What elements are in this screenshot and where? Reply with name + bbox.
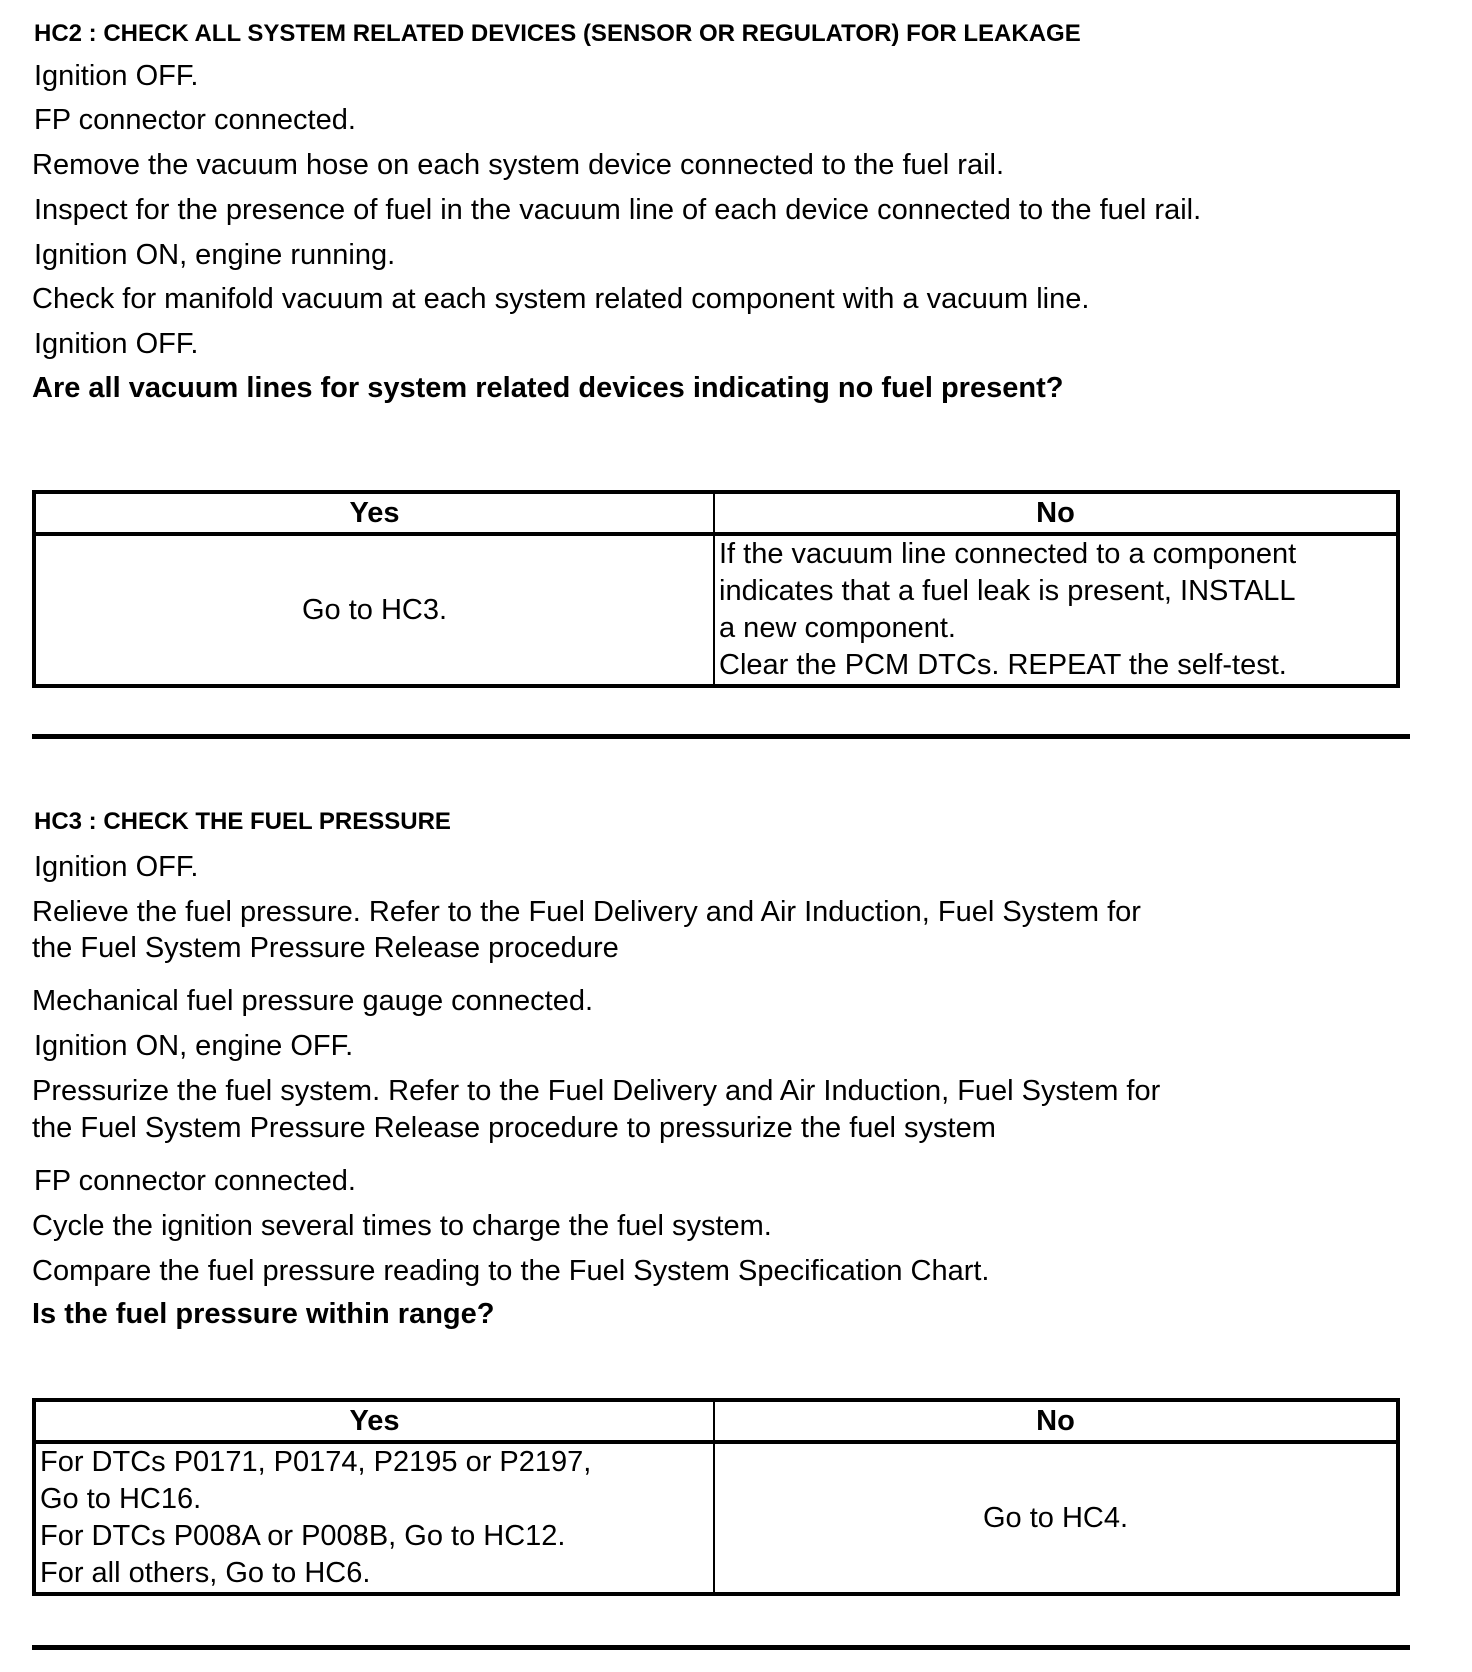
no-cell [714, 1442, 1398, 1594]
step-text: Pressurize the fuel system. Refer to the Fuel Delivery and Air Induction, Fuel System for [32, 1075, 1161, 1107]
table-row [34, 534, 1398, 686]
no-action-text: indicates that a fuel leak is present, INSTALL [719, 575, 1296, 607]
step-text: FP connector connected. [34, 104, 356, 136]
step-text: Inspect for the presence of fuel in the vacuum line of each device connected to the fuel rail. [34, 194, 1202, 226]
section-heading-hc2: HC2 : CHECK ALL SYSTEM RELATED DEVICES (SENSOR OR REGULATOR) FOR LEAKAGE [34, 20, 1081, 47]
step-text: FP connector connected. [34, 1165, 356, 1197]
decision-question: Is the fuel pressure within range? [32, 1298, 495, 1330]
table-header-row [34, 1400, 1398, 1442]
yes-action-text: For DTCs P0171, P0174, P2195 or P2197, [40, 1446, 592, 1478]
step-text: Ignition ON, engine running. [34, 239, 396, 271]
no-cell [714, 534, 1398, 686]
no-action-text: Clear the PCM DTCs. REPEAT the self-test. [719, 649, 1287, 681]
yes-header: Yes [34, 492, 714, 534]
no-action-text: a new component. [719, 612, 956, 644]
yes-action-text: Go to HC3. [301, 593, 448, 626]
step-text: Compare the fuel pressure reading to the Fuel System Specification Chart. [32, 1255, 990, 1287]
step-text: Ignition ON, engine OFF. [34, 1030, 354, 1062]
decision-question: Are all vacuum lines for system related devices indicating no fuel present? [32, 372, 1064, 404]
step-text: Check for manifold vacuum at each system related component with a vacuum line. [32, 283, 1090, 315]
no-action-text: Go to HC4. [982, 1501, 1129, 1534]
step-text: Ignition OFF. [34, 328, 199, 360]
yes-action-text: Go to HC16. [40, 1483, 202, 1515]
no-header: No [714, 492, 1398, 534]
step-text: Remove the vacuum hose on each system device connected to the fuel rail. [32, 149, 1005, 181]
table-header-row [34, 492, 1398, 534]
decision-table-hc2 [32, 490, 1400, 688]
step-text: Cycle the ignition several times to charge the fuel system. [32, 1210, 772, 1242]
yes-action-text: For DTCs P008A or P008B, Go to HC12. [40, 1520, 566, 1552]
table-row [34, 1442, 1398, 1594]
step-text: Relieve the fuel pressure. Refer to the Fuel Delivery and Air Induction, Fuel System for [32, 896, 1141, 928]
yes-action-text: For all others, Go to HC6. [40, 1557, 371, 1589]
decision-table-hc3 [32, 1398, 1400, 1596]
step-text: the Fuel System Pressure Release procedure to pressurize the fuel system [32, 1112, 996, 1144]
no-action-text: If the vacuum line connected to a component [719, 538, 1297, 570]
section-divider [32, 1645, 1410, 1650]
section-divider [32, 734, 1410, 739]
step-text: Ignition OFF. [34, 851, 199, 883]
no-header: No [714, 1400, 1398, 1442]
yes-cell [34, 1442, 714, 1594]
yes-header: Yes [34, 1400, 714, 1442]
step-text: the Fuel System Pressure Release procedure [32, 932, 619, 964]
yes-cell [34, 534, 714, 686]
section-heading-hc3: HC3 : CHECK THE FUEL PRESSURE [34, 808, 451, 835]
step-text: Mechanical fuel pressure gauge connected. [32, 985, 594, 1017]
step-text: Ignition OFF. [34, 60, 199, 92]
